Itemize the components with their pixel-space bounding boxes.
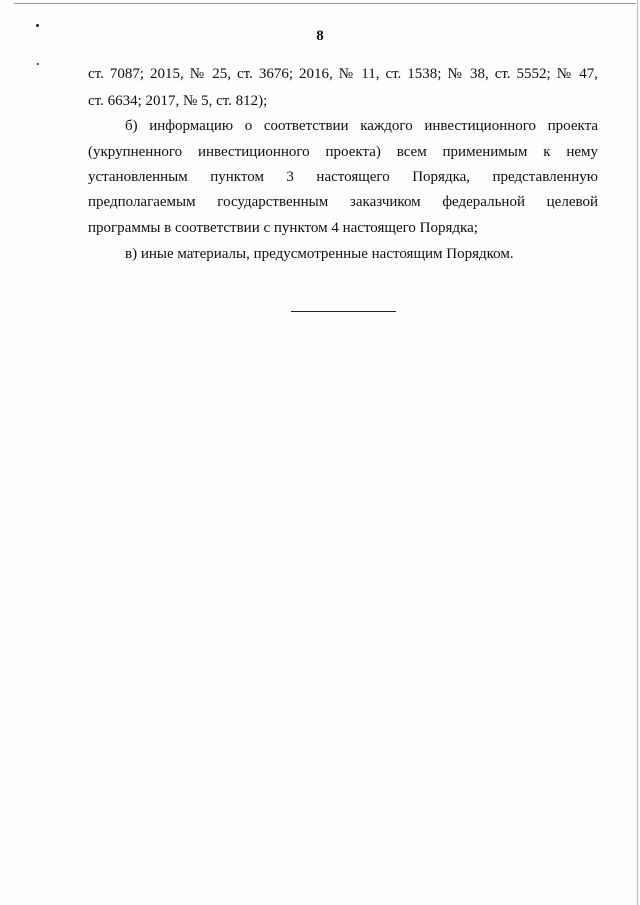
text-line: ст. 7087; 2015, № 25, ст. 3676; 2016, № 11, ст. 1538; № 38, ст. 5552; № 47, — [88, 66, 598, 82]
scan-speck — [36, 24, 39, 27]
scan-border-right — [637, 0, 638, 905]
paragraph-b-line: (укрупненного инвестиционного проекта) всем применимым к нему — [88, 144, 598, 160]
scan-speck — [37, 63, 39, 65]
scan-border-top — [14, 3, 636, 4]
page-number: 8 — [316, 28, 324, 44]
paragraph-b-line: предполагаемым государственным заказчиком федеральной целевой — [88, 194, 598, 210]
end-separator-line — [291, 311, 396, 312]
paragraph-b-line: установленным пунктом 3 настоящего Порядка, представленную — [88, 169, 598, 185]
text-line: ст. 6634; 2017, № 5, ст. 812); — [88, 93, 268, 109]
paragraph-b-line: б) информацию о соответствии каждого инвестиционного проекта — [125, 118, 598, 134]
paragraph-v-line: в) иные материалы, предусмотренные настоящим Порядком. — [125, 246, 514, 262]
paragraph-b-line: программы в соответствии с пунктом 4 настоящего Порядка; — [88, 220, 478, 236]
